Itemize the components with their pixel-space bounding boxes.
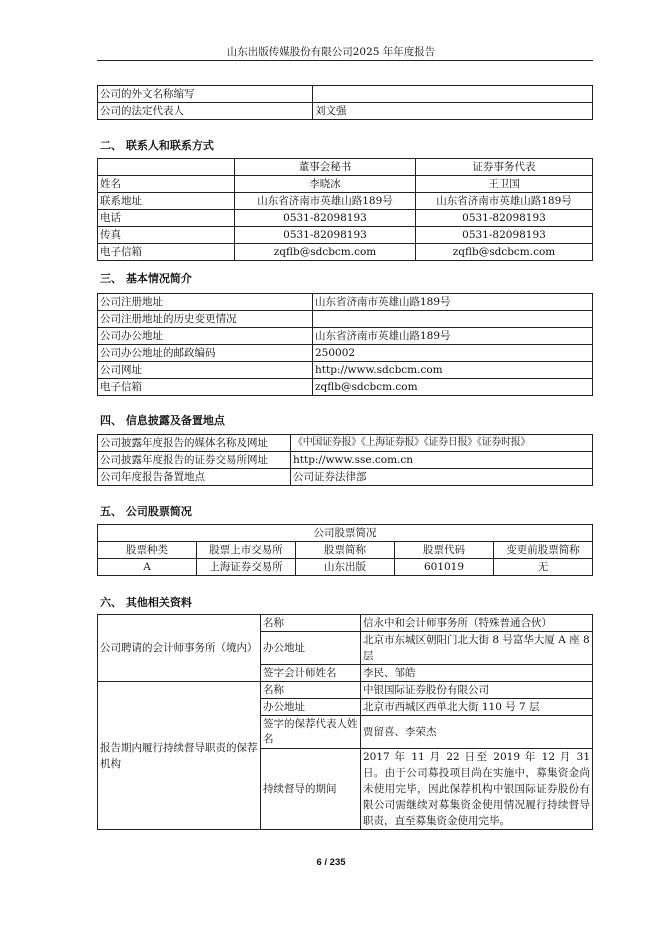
column-header: 股票上市交易所 — [197, 542, 296, 559]
auditor-label: 公司聘请的会计师事务所（境内） — [98, 615, 261, 682]
company-info-table — [97, 85, 593, 120]
cell: 山东省济南市英雄山路189号 — [416, 193, 593, 210]
table-header-row — [98, 159, 593, 176]
row-value — [313, 86, 593, 103]
cell: 王卫国 — [416, 176, 593, 193]
section-heading-other: 六、 其他相关资料 — [100, 596, 192, 609]
row-label: 姓名 — [98, 176, 235, 193]
row-value: 《中国证券报》《上海证券报》《证券日报》《证券时报》 — [291, 435, 593, 452]
row-label: 电话 — [98, 210, 235, 227]
row-value: 山东省济南市英雄山路189号 — [313, 328, 593, 345]
cell: zqflb@sdcbcm.com — [235, 244, 416, 261]
table-row — [98, 559, 593, 576]
row-label: 电子信箱 — [98, 379, 313, 396]
row-label: 签字的保荐代表人姓名 — [261, 716, 361, 749]
table-row — [98, 362, 593, 379]
table-row — [98, 193, 593, 210]
row-value: http://www.sdcbcm.com — [313, 362, 593, 379]
table-row — [98, 469, 593, 486]
row-value: 山东省济南市英雄山路189号 — [313, 294, 593, 311]
row-label: 办公地址 — [261, 632, 361, 665]
row-value: http://www.sse.com.cn — [291, 452, 593, 469]
basic-info-table — [97, 293, 593, 396]
stock-table — [97, 524, 593, 576]
row-label: 公司注册地址 — [98, 294, 313, 311]
page-number: 6 / 235 — [316, 857, 346, 868]
row-label: 传真 — [98, 227, 235, 244]
table-row — [98, 328, 593, 345]
table-row — [98, 379, 593, 396]
row-label: 电子信箱 — [98, 244, 235, 261]
cell: 无 — [494, 559, 593, 576]
row-value: 李民、邹皓 — [361, 665, 593, 682]
row-value: zqflb@sdcbcm.com — [313, 379, 593, 396]
row-label: 公司办公地址 — [98, 328, 313, 345]
row-value: 贾留喜、李荣杰 — [361, 716, 593, 749]
header-rule — [97, 60, 593, 61]
cell: 0531-82098193 — [416, 210, 593, 227]
disclosure-table — [97, 434, 593, 486]
row-label: 公司披露年度报告的媒体名称及网址 — [98, 435, 291, 452]
column-header: 股票种类 — [98, 542, 197, 559]
cell: 601019 — [395, 559, 494, 576]
table-row — [98, 435, 593, 452]
other-info-table — [97, 614, 593, 830]
column-header: 证券事务代表 — [416, 159, 593, 176]
cell: 李晓冰 — [235, 176, 416, 193]
cell: 山东省济南市英雄山路189号 — [235, 193, 416, 210]
row-label: 联系地址 — [98, 193, 235, 210]
row-value: 北京市东城区朝阳门北大街 8 号富华大厦 A 座 8 层 — [361, 632, 593, 665]
page-header: 山东出版传媒股份有限公司2025 年年度报告 — [226, 46, 436, 58]
cell: 山东出版 — [296, 559, 395, 576]
table-row — [98, 452, 593, 469]
row-label: 办公地址 — [261, 699, 361, 716]
section-heading-disclosure: 四、 信息披露及备置地点 — [100, 414, 225, 427]
cell: A — [98, 559, 197, 576]
row-value: 2017 年 11 月 22 日至 2019 年 12 月 31 日。由于公司募投项目尚在实施中，募集资金尚未使用完毕，因此保荐机构中银国际证券股份有限公司需继续对募集资金使用情况履行持续督导职责，直至募集资金使用完毕。 — [361, 749, 593, 830]
row-label: 公司披露年度报告的证券交易所网址 — [98, 452, 291, 469]
row-value: 刘文强 — [313, 103, 593, 120]
section-heading-stock: 五、 公司股票简况 — [100, 505, 192, 518]
row-value: 信永中和会计师事务所（特殊普通合伙） — [361, 615, 593, 632]
cell: 0531-82098193 — [416, 227, 593, 244]
column-header: 董事会秘书 — [235, 159, 416, 176]
table-row — [98, 227, 593, 244]
column-header: 股票代码 — [395, 542, 494, 559]
row-label: 名称 — [261, 682, 361, 699]
cell: 上海证券交易所 — [197, 559, 296, 576]
table-header-row — [98, 542, 593, 559]
row-label: 公司网址 — [98, 362, 313, 379]
row-value: 北京市西城区西单北大街 110 号 7 层 — [361, 699, 593, 716]
row-label: 公司注册地址的历史变更情况 — [98, 311, 313, 328]
section-heading-contact: 二、 联系人和联系方式 — [100, 139, 214, 152]
row-label: 公司年度报告备置地点 — [98, 469, 291, 486]
row-label: 公司的法定代表人 — [98, 103, 313, 120]
table-row — [98, 210, 593, 227]
table-row — [98, 615, 593, 632]
row-value: 250002 — [313, 345, 593, 362]
table-caption-row — [98, 525, 593, 542]
row-value — [313, 311, 593, 328]
row-label: 持续督导的期间 — [261, 749, 361, 830]
table-row — [98, 244, 593, 261]
contact-table — [97, 158, 593, 261]
cell: 0531-82098193 — [235, 210, 416, 227]
cell: zqflb@sdcbcm.com — [416, 244, 593, 261]
table-row — [98, 294, 593, 311]
sponsor-label: 报告期内履行持续督导职责的保荐机构 — [98, 682, 261, 830]
row-label: 公司的外文名称缩写 — [98, 86, 313, 103]
column-header: 股票简称 — [296, 542, 395, 559]
row-label: 签字会计师姓名 — [261, 665, 361, 682]
table-row — [98, 103, 593, 120]
cell: 0531-82098193 — [235, 227, 416, 244]
table-row — [98, 311, 593, 328]
section-heading-basic: 三、 基本情况简介 — [100, 272, 192, 285]
row-label: 公司办公地址的邮政编码 — [98, 345, 313, 362]
row-value: 中银国际证券股份有限公司 — [361, 682, 593, 699]
row-value: 公司证券法律部 — [291, 469, 593, 486]
table-row — [98, 345, 593, 362]
row-label: 名称 — [261, 615, 361, 632]
table-row — [98, 176, 593, 193]
table-caption: 公司股票简况 — [98, 525, 593, 542]
column-header: 变更前股票简称 — [494, 542, 593, 559]
table-row — [98, 86, 593, 103]
table-row — [98, 682, 593, 699]
